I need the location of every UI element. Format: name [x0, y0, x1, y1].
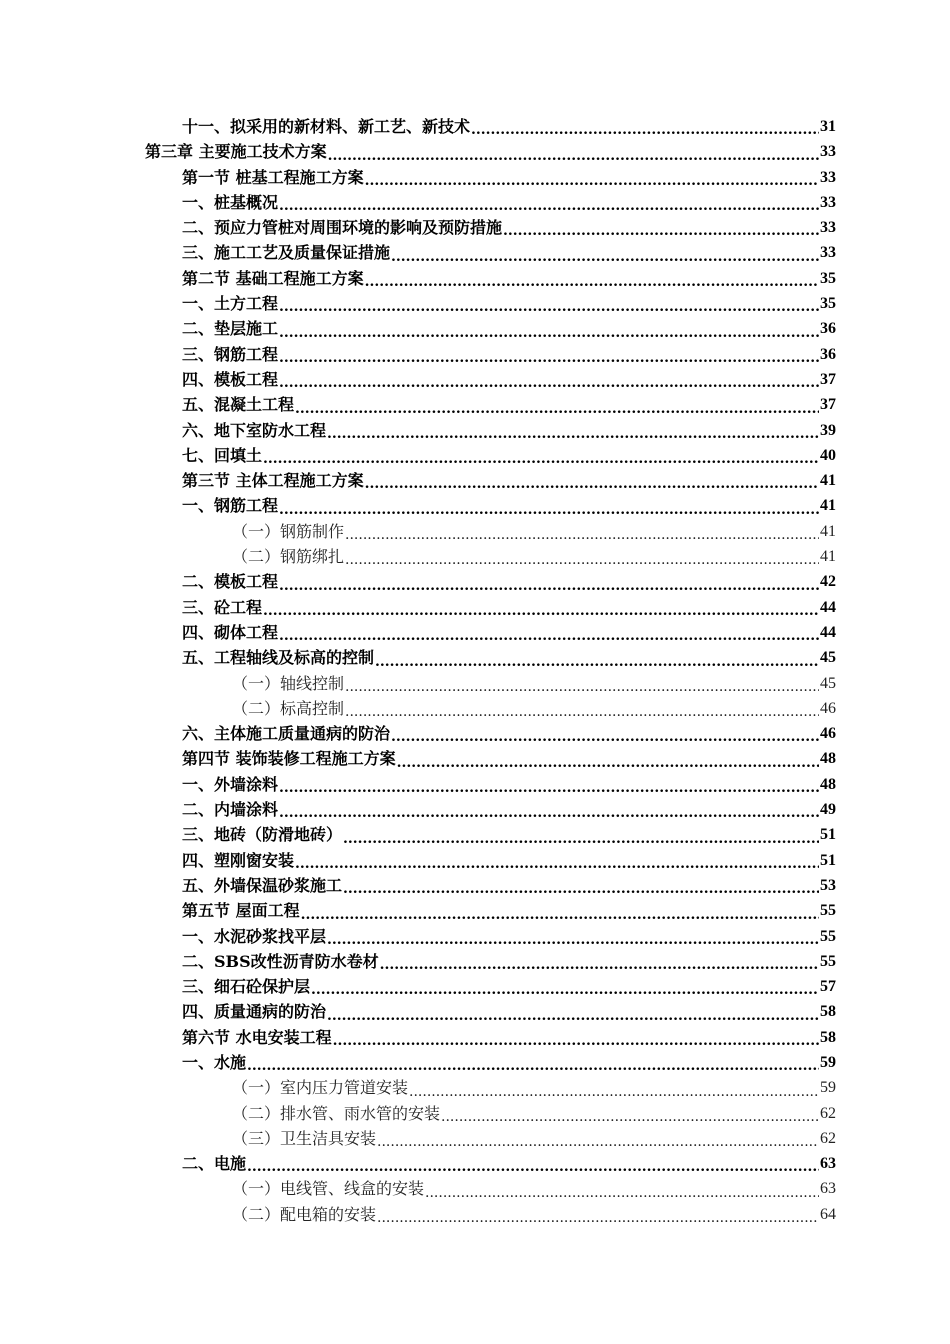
toc-entry-page-number: 58 — [820, 1003, 836, 1021]
toc-entry-title: 一、外墙涂料 — [182, 774, 279, 794]
toc-dot-leader — [345, 671, 819, 696]
toc-entry-title: 二、模板工程 — [182, 572, 279, 592]
toc-entry[interactable] — [0, 240, 950, 265]
toc-entry-title: 一、钢筋工程 — [182, 496, 279, 516]
toc-entry-title: 第六节 水电安装工程 — [182, 1027, 332, 1047]
toc-entry-page-number: 51 — [820, 826, 836, 844]
toc-entry-page-number: 39 — [820, 421, 836, 439]
toc-dot-leader — [263, 443, 819, 468]
toc-dot-leader — [295, 392, 819, 417]
toc-entry-page-number: 44 — [820, 598, 836, 616]
toc-entry[interactable] — [0, 316, 950, 341]
toc-entry-title: 四、模板工程 — [182, 369, 279, 389]
toc-entry-title: 五、混凝土工程 — [182, 395, 295, 415]
toc-entry-page-number: 41 — [820, 472, 836, 490]
toc-entry-title: 五、工程轴线及标高的控制 — [182, 648, 375, 668]
toc-entry[interactable] — [0, 468, 950, 493]
toc-entry[interactable] — [0, 746, 950, 771]
toc-entry[interactable] — [0, 1101, 950, 1126]
toc-dot-leader — [279, 367, 819, 392]
toc-entry[interactable] — [0, 190, 950, 215]
toc-dot-leader — [247, 1151, 819, 1176]
toc-entry-page-number: 48 — [820, 775, 836, 793]
toc-entry-title: 一、水泥砂浆找平层 — [182, 926, 327, 946]
toc-entry-title: 五、外墙保温砂浆施工 — [182, 875, 343, 895]
toc-entry[interactable] — [0, 924, 950, 949]
toc-entry-page-number: 62 — [820, 1104, 836, 1122]
toc-entry-title: 第三节 主体工程施工方案 — [182, 471, 364, 491]
toc-entry[interactable] — [0, 569, 950, 594]
toc-entry-title: 一、土方工程 — [182, 294, 279, 314]
toc-entry-title: 一、水施 — [182, 1052, 247, 1072]
toc-dot-leader — [365, 468, 819, 493]
toc-entry-page-number: 46 — [820, 725, 836, 743]
toc-entry[interactable] — [0, 1151, 950, 1176]
toc-dot-leader — [377, 1126, 819, 1151]
toc-entry[interactable] — [0, 671, 950, 696]
toc-entry-page-number: 44 — [820, 623, 836, 641]
toc-entry-title: 四、塑刚窗安装 — [182, 850, 295, 870]
toc-dot-leader — [343, 873, 819, 898]
toc-dot-leader — [279, 772, 819, 797]
toc-entry-page-number: 48 — [820, 750, 836, 768]
toc-entry[interactable] — [0, 1202, 950, 1227]
toc-entry[interactable] — [0, 519, 950, 544]
toc-entry[interactable] — [0, 797, 950, 822]
toc-dot-leader — [391, 721, 819, 746]
toc-dot-leader — [328, 139, 819, 164]
toc-entry-page-number: 64 — [820, 1205, 836, 1223]
toc-entry[interactable] — [0, 418, 950, 443]
toc-entry-title: 二、内墙涂料 — [182, 800, 279, 820]
toc-dot-leader — [263, 595, 819, 620]
toc-entry-page-number: 55 — [820, 902, 836, 920]
toc-dot-leader — [327, 418, 819, 443]
toc-entry[interactable] — [0, 696, 950, 721]
toc-entry-page-number: 37 — [820, 396, 836, 414]
toc-entry[interactable] — [0, 114, 950, 139]
toc-dot-leader — [301, 898, 819, 923]
toc-entry[interactable] — [0, 165, 950, 190]
toc-dot-leader — [279, 342, 819, 367]
toc-dot-leader — [279, 493, 819, 518]
toc-dot-leader — [397, 746, 819, 771]
toc-entry[interactable] — [0, 266, 950, 291]
toc-entry[interactable] — [0, 822, 950, 847]
toc-entry-page-number: 62 — [820, 1129, 836, 1147]
toc-entry-page-number: 63 — [820, 1180, 836, 1198]
toc-entry[interactable] — [0, 1075, 950, 1100]
toc-entry-page-number: 41 — [820, 497, 836, 515]
toc-dot-leader — [343, 822, 819, 847]
toc-entry-page-number: 36 — [820, 320, 836, 338]
toc-entry-page-number: 59 — [820, 1079, 836, 1097]
toc-entry-page-number: 45 — [820, 674, 836, 692]
toc-dot-leader — [327, 924, 819, 949]
toc-dot-leader — [279, 620, 819, 645]
toc-dot-leader — [295, 848, 819, 873]
toc-entry[interactable] — [0, 898, 950, 923]
toc-dot-leader — [279, 316, 819, 341]
toc-entry[interactable] — [0, 392, 950, 417]
toc-entry[interactable] — [0, 999, 950, 1024]
toc-dot-leader — [279, 569, 819, 594]
toc-entry-title: （二）钢筋绑扎 — [232, 547, 345, 567]
toc-entry-page-number: 33 — [820, 143, 836, 161]
toc-dot-leader — [345, 696, 819, 721]
toc-entry-title: 第一节 桩基工程施工方案 — [182, 167, 364, 187]
toc-entry-title: 七、回填土 — [182, 445, 263, 465]
toc-entry-title: 二、电施 — [182, 1154, 247, 1174]
toc-dot-leader — [380, 949, 819, 974]
toc-dot-leader — [375, 645, 819, 670]
toc-entry-title: 四、砌体工程 — [182, 622, 279, 642]
toc-entry-page-number: 63 — [820, 1155, 836, 1173]
toc-entry-title: 第五节 屋面工程 — [182, 901, 300, 921]
toc-dot-leader — [279, 190, 819, 215]
toc-entry-title: 二、垫层施工 — [182, 319, 279, 339]
toc-dot-leader — [503, 215, 819, 240]
toc-entry-page-number: 42 — [820, 573, 836, 591]
toc-entry-title: 六、地下室防水工程 — [182, 420, 327, 440]
toc-entry-title: 四、质量通病的防治 — [182, 1002, 327, 1022]
toc-entry[interactable] — [0, 974, 950, 999]
toc-entry-page-number: 41 — [820, 548, 836, 566]
toc-entry-title: 第二节 基础工程施工方案 — [182, 268, 364, 288]
toc-dot-leader — [471, 114, 819, 139]
toc-entry-page-number: 33 — [820, 244, 836, 262]
toc-dot-leader — [311, 974, 819, 999]
toc-entry-title: （二）排水管、雨水管的安装 — [232, 1103, 441, 1123]
toc-dot-leader — [365, 266, 819, 291]
toc-entry[interactable] — [0, 291, 950, 316]
toc-entry-page-number: 57 — [820, 978, 836, 996]
toc-entry[interactable] — [0, 1025, 950, 1050]
toc-entry-page-number: 33 — [820, 193, 836, 211]
toc-dot-leader — [345, 544, 819, 569]
toc-dot-leader — [377, 1202, 819, 1227]
toc-entry-title: （一）轴线控制 — [232, 673, 345, 693]
toc-entry[interactable] — [0, 848, 950, 873]
toc-entry-page-number: 36 — [820, 345, 836, 363]
toc-entry-title: 二、SBS改性沥青防水卷材 — [182, 951, 379, 971]
toc-entry[interactable] — [0, 544, 950, 569]
toc-dot-leader — [247, 1050, 819, 1075]
toc-entry[interactable] — [0, 620, 950, 645]
toc-entry-page-number: 40 — [820, 446, 836, 464]
toc-entry-page-number: 31 — [820, 118, 836, 135]
toc-entry-title: 第四节 装饰装修工程施工方案 — [182, 749, 396, 769]
toc-entry[interactable] — [0, 949, 950, 974]
toc-entry-page-number: 33 — [820, 168, 836, 186]
toc-entry-page-number: 35 — [820, 269, 836, 287]
toc-entry[interactable] — [0, 873, 950, 898]
toc-entry[interactable] — [0, 645, 950, 670]
toc-entry-page-number: 55 — [820, 952, 836, 970]
toc-entry-page-number: 45 — [820, 649, 836, 667]
toc-entry-page-number: 53 — [820, 876, 836, 894]
toc-entry-page-number: 33 — [820, 219, 836, 237]
toc-dot-leader — [365, 165, 819, 190]
toc-entry-title: 三、施工工艺及质量保证措施 — [182, 243, 391, 263]
toc-entry[interactable] — [0, 493, 950, 518]
toc-entry-title: 一、桩基概况 — [182, 192, 279, 212]
toc-entry-page-number: 37 — [820, 370, 836, 388]
toc-dot-leader — [327, 999, 819, 1024]
toc-entry-title: （三）卫生洁具安装 — [232, 1128, 377, 1148]
toc-entry-title: 三、砼工程 — [182, 597, 263, 617]
toc-entry-page-number: 51 — [820, 851, 836, 869]
toc-entry-title: 十一、拟采用的新材料、新工艺、新技术 — [182, 117, 471, 136]
toc-entry[interactable] — [0, 1176, 950, 1201]
toc-entry[interactable] — [0, 595, 950, 620]
toc-entry-page-number: 46 — [820, 699, 836, 717]
toc-entry[interactable] — [0, 772, 950, 797]
toc-dot-leader — [409, 1075, 819, 1100]
toc-dot-leader — [333, 1025, 819, 1050]
toc-entry-title: 二、预应力管桩对周围环境的影响及预防措施 — [182, 218, 503, 238]
toc-entry-title: （一）室内压力管道安装 — [232, 1078, 409, 1098]
toc-entry-page-number: 49 — [820, 801, 836, 819]
toc-entry-title: （一）钢筋制作 — [232, 521, 345, 541]
toc-dot-leader — [441, 1101, 819, 1126]
toc-entry-title: 三、地砖（防滑地砖） — [182, 825, 343, 845]
toc-entry-title: 三、细石砼保护层 — [182, 977, 311, 997]
toc-entry[interactable] — [0, 215, 950, 240]
toc-dot-leader — [279, 797, 819, 822]
toc-entry-page-number: 58 — [820, 1028, 836, 1046]
toc-entry[interactable] — [0, 342, 950, 367]
toc-entry-page-number: 59 — [820, 1053, 836, 1071]
toc-dot-leader — [425, 1176, 819, 1201]
toc-entry-title: 三、钢筋工程 — [182, 344, 279, 364]
toc-entry[interactable] — [0, 1126, 950, 1151]
toc-dot-leader — [345, 519, 819, 544]
toc-entry[interactable] — [0, 443, 950, 468]
toc-entry[interactable] — [0, 1050, 950, 1075]
toc-entry-page-number: 55 — [820, 927, 836, 945]
toc-entry[interactable] — [0, 367, 950, 392]
toc-entry-title: （二）配电箱的安装 — [232, 1204, 377, 1224]
toc-entry[interactable] — [0, 721, 950, 746]
toc-dot-leader — [279, 291, 819, 316]
toc-dot-leader — [391, 240, 819, 265]
toc-entry-title: 第三章 主要施工技术方案 — [145, 142, 327, 162]
toc-entry-title: （二）标高控制 — [232, 698, 345, 718]
toc-entry-page-number: 41 — [820, 522, 836, 540]
table-of-contents — [0, 114, 950, 1227]
toc-entry-title: （一）电线管、线盒的安装 — [232, 1179, 425, 1199]
toc-entry-title: 六、主体施工质量通病的防治 — [182, 724, 391, 744]
toc-entry-page-number: 35 — [820, 295, 836, 313]
toc-entry[interactable] — [0, 139, 950, 164]
